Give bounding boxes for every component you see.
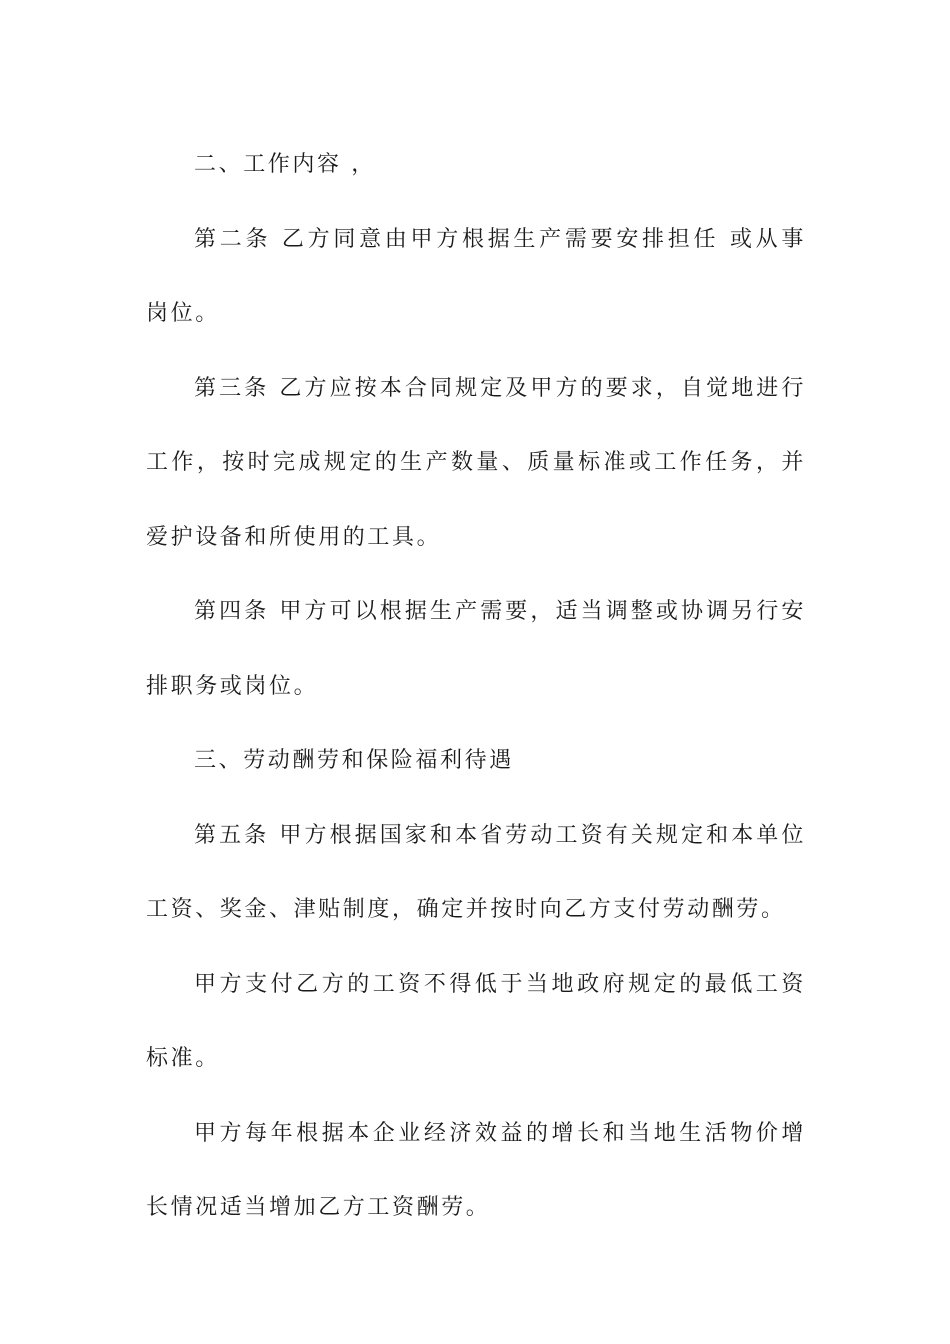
- section-heading-compensation: 三、劳动酬劳和保险福利待遇: [194, 748, 514, 773]
- article-2: 第二条 乙方同意由甲方根据生产需要安排担任 或从事 岗位。: [146, 226, 806, 326]
- article-5: 第五条 甲方根据国家和本省劳动工资有关规定和本单位工资、奖金、津贴制度，确定并按时向乙方支付劳动酬劳。: [146, 822, 806, 922]
- document-body: [146, 128, 806, 1246]
- article-5-minimum-wage: 甲方支付乙方的工资不得低于当地政府规定的最低工资标准。: [146, 971, 806, 1071]
- article-3: 第三条 乙方应按本合同规定及甲方的要求，自觉地进行工作，按时完成规定的生产数量、质量标准或工作任务，并爱护设备和所使用的工具。: [146, 375, 806, 550]
- section-heading-work-content: 二、工作内容 ，: [194, 152, 376, 177]
- article-5-annual-raise: 甲方每年根据本企业经济效益的增长和当地生活物价增长情况适当增加乙方工资酬劳。: [146, 1120, 806, 1220]
- article-4: 第四条 甲方可以根据生产需要，适当调整或协调另行安排职务或岗位。: [146, 599, 806, 699]
